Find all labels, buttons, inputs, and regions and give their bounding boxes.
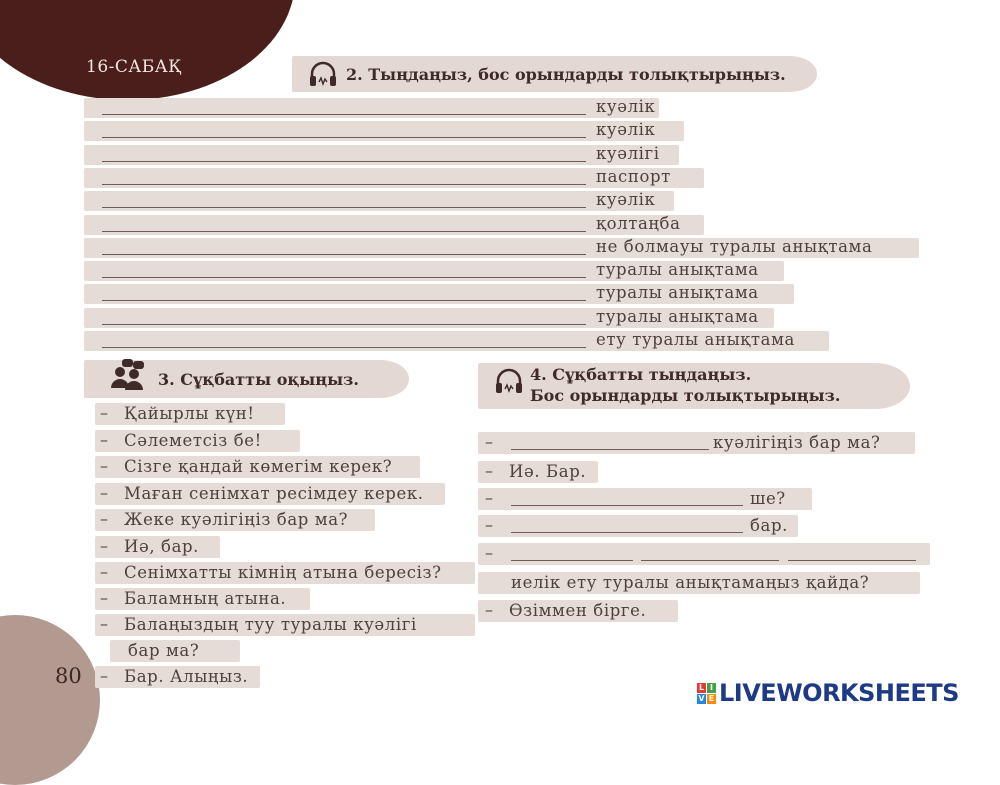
answer-blank[interactable] xyxy=(102,347,586,348)
task3-title: 3. Сұқбатты оқыңыз. xyxy=(158,370,359,389)
dash: – xyxy=(100,456,108,475)
dash: – xyxy=(485,432,493,451)
dash: – xyxy=(485,488,493,507)
brand-logo-tile: E xyxy=(708,693,715,703)
task2-item: туралы анықтама xyxy=(596,283,759,303)
task2-item: куәлігі xyxy=(596,143,660,163)
dash: – xyxy=(100,562,108,581)
task2-band xyxy=(84,191,674,211)
answer-blank[interactable] xyxy=(102,300,586,301)
task2-item: қолтаңба xyxy=(596,213,681,233)
task4-line3: ше? xyxy=(750,489,786,508)
brand-name: LIVEWORKSHEETS xyxy=(719,679,959,707)
task3-line: Баламның атына. xyxy=(124,589,287,608)
task2-title: 2. Тыңдаңыз, бос орындарды толықтырыңыз. xyxy=(346,65,786,84)
task4-line1: куәлігіңіз бар ма? xyxy=(713,433,881,452)
brand-logo-tile: L xyxy=(698,682,705,692)
liveworksheets-logo xyxy=(697,679,959,707)
page-number: 80 xyxy=(55,664,82,688)
lesson-label: 16-САБАҚ xyxy=(86,57,182,77)
dash: – xyxy=(100,588,108,607)
answer-blank[interactable] xyxy=(102,161,586,162)
dash: – xyxy=(100,666,108,685)
dash: – xyxy=(100,509,108,528)
task2-item: не болмауы туралы анықтама xyxy=(596,236,873,256)
task2-band xyxy=(84,98,659,118)
task4-title-line2: Бос орындарды толықтырыңыз. xyxy=(530,386,841,405)
dash: – xyxy=(100,403,108,422)
task3-line: Сенімхатты кімнің атына бересіз? xyxy=(124,563,442,582)
answer-blank[interactable] xyxy=(102,207,586,208)
task3-line: Жеке куәлігіңіз бар ма? xyxy=(124,510,349,529)
dash: – xyxy=(485,600,493,619)
header-decoration xyxy=(0,0,295,100)
task4-title-line1: 4. Сұқбатты тыңдаңыз. xyxy=(530,365,752,384)
brand-logo-tile: V xyxy=(698,693,705,703)
task3-line: бар ма? xyxy=(128,641,200,660)
dash: – xyxy=(100,430,108,449)
answer-blank[interactable] xyxy=(102,137,586,138)
dash: – xyxy=(485,543,493,562)
answer-blank[interactable] xyxy=(102,114,586,115)
task2-item: ету туралы анықтама xyxy=(596,330,795,349)
task2-item: куәлік xyxy=(596,97,656,116)
dash: – xyxy=(485,461,493,480)
task3-line: Бар. Алыңыз. xyxy=(124,667,249,686)
answer-blank[interactable] xyxy=(102,324,586,325)
task2-band xyxy=(84,121,684,141)
brand-logo-icon xyxy=(697,683,716,704)
answer-blank[interactable] xyxy=(102,277,586,278)
answer-blank[interactable] xyxy=(511,449,709,450)
page-number-decoration xyxy=(0,615,100,785)
task2-band xyxy=(84,145,679,165)
brand-logo-tile: I xyxy=(707,683,716,693)
dash: – xyxy=(100,483,108,502)
answer-blank[interactable] xyxy=(641,560,779,561)
task3-line: Иә, бар. xyxy=(124,537,200,556)
task2-item: куәлік xyxy=(596,190,656,210)
answer-blank[interactable] xyxy=(788,560,916,561)
task2-item: туралы анықтама xyxy=(596,260,759,280)
answer-blank[interactable] xyxy=(511,532,743,533)
answer-blank[interactable] xyxy=(102,184,586,185)
answer-blank[interactable] xyxy=(511,560,633,561)
dash: – xyxy=(100,536,108,555)
task3-line: Балаңыздың туу туралы куәлігі xyxy=(124,615,417,634)
task4-line6: иелік ету туралы анықтамаңыз қайда? xyxy=(511,573,870,592)
task4-line7: Өзіммен бірге. xyxy=(509,601,647,620)
answer-blank[interactable] xyxy=(102,254,586,255)
dash: – xyxy=(485,515,493,534)
task4-band xyxy=(478,543,930,565)
task3-line: Сізге қандай көмегім керек? xyxy=(124,457,393,476)
task2-item: туралы анықтама xyxy=(596,306,759,326)
task4-line2: Иә. Бар. xyxy=(509,462,587,481)
task2-item: куәлік xyxy=(596,120,656,140)
task3-line: Маған сенімхат ресімдеу керек. xyxy=(124,484,424,503)
answer-blank[interactable] xyxy=(511,505,743,506)
task2-item: паспорт xyxy=(596,166,671,186)
task4-line4: бар. xyxy=(750,516,788,535)
people-chat-icon xyxy=(108,358,148,392)
headphones-icon xyxy=(308,60,338,88)
answer-blank[interactable] xyxy=(102,231,586,232)
headphones-icon xyxy=(494,367,524,395)
task3-line: Сәлеметсіз бе! xyxy=(124,431,262,450)
task3-line: Қайырлы күн! xyxy=(124,404,255,423)
dash: – xyxy=(100,614,108,633)
